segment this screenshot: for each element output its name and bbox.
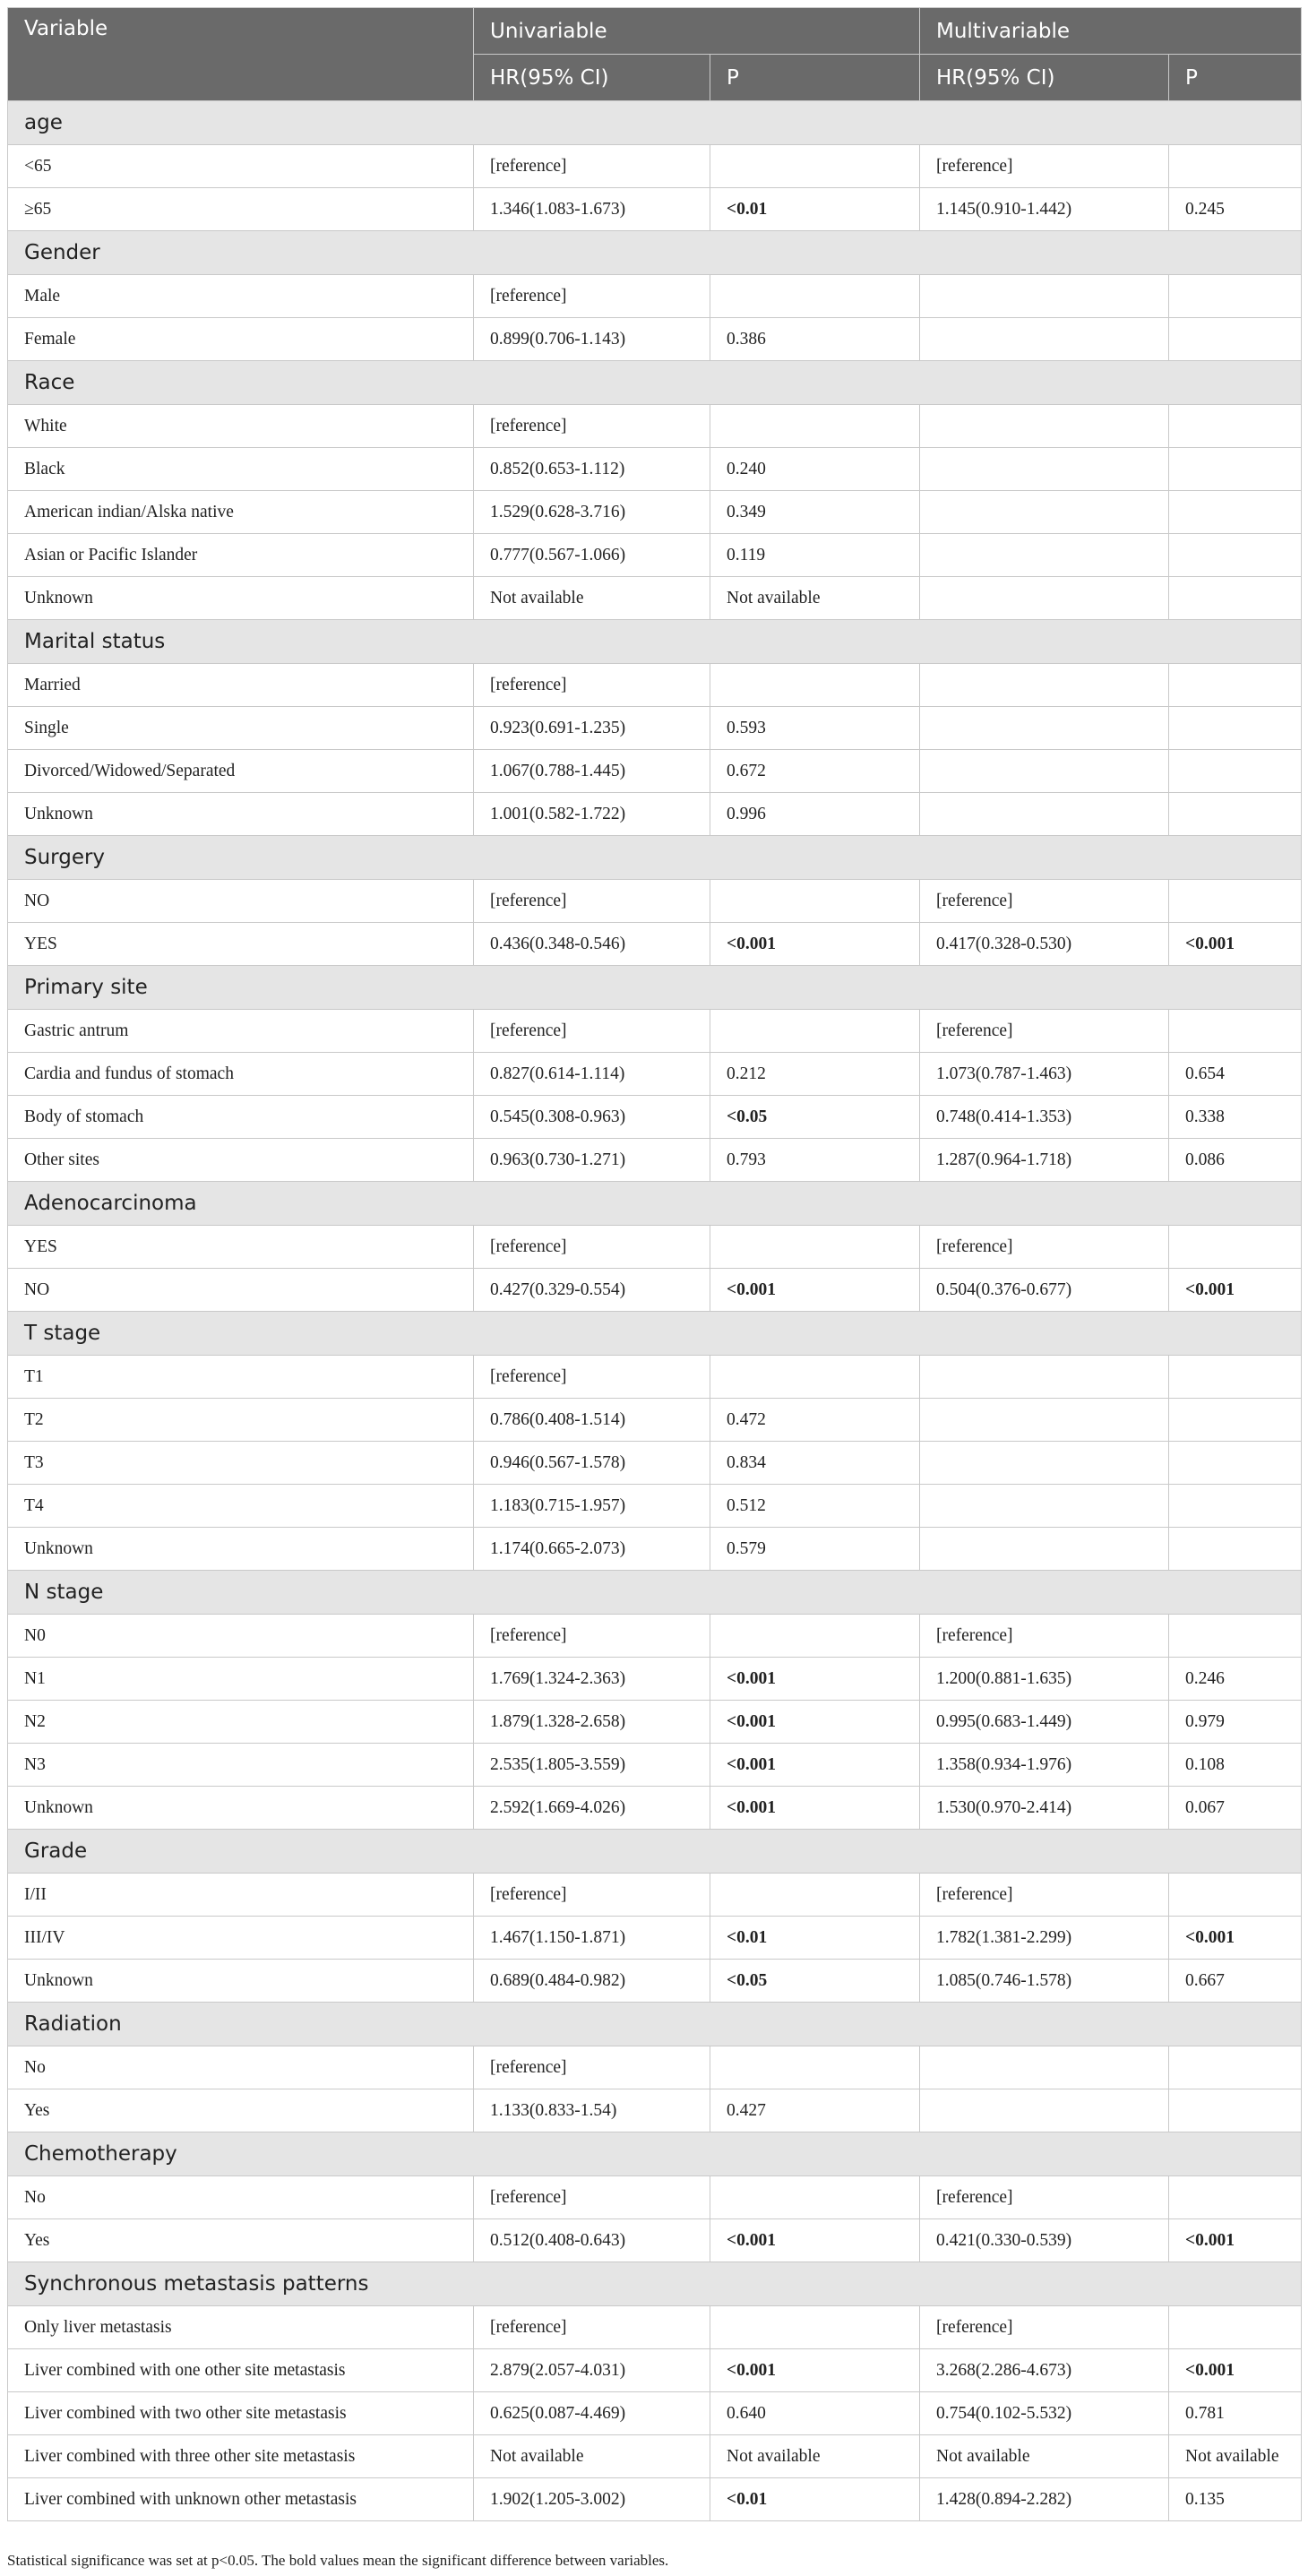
multivariable-p-cell: [1169, 750, 1302, 793]
multivariable-hr-cell: 0.417(0.328-0.530): [920, 923, 1169, 966]
cox-regression-table: [7, 7, 1302, 2521]
row-label: Unknown: [8, 1528, 474, 1571]
univariable-p-cell: <0.001: [710, 1787, 920, 1830]
table-row: [8, 318, 1302, 361]
table-row: [8, 750, 1302, 793]
multivariable-hr-cell: 3.268(2.286-4.673): [920, 2349, 1169, 2392]
row-label: N2: [8, 1701, 474, 1744]
univariable-hr-cell: 0.427(0.329-0.554): [474, 1269, 710, 1312]
table-row: [8, 2306, 1302, 2349]
univariable-p-cell: <0.01: [710, 188, 920, 231]
univariable-hr-cell: [reference]: [474, 1010, 710, 1053]
multivariable-hr-cell: [920, 1399, 1169, 1442]
row-label: Female: [8, 318, 474, 361]
section-row: [8, 620, 1302, 664]
univariable-hr-cell: 1.467(1.150-1.871): [474, 1917, 710, 1960]
multivariable-hr-cell: [920, 448, 1169, 491]
multivariable-hr-cell: [920, 750, 1169, 793]
multivariable-p-cell: [1169, 1528, 1302, 1571]
multivariable-hr-cell: [920, 793, 1169, 836]
multivariable-hr-cell: [920, 707, 1169, 750]
section-row: [8, 361, 1302, 405]
row-label: Liver combined with two other site metastasis: [8, 2392, 474, 2435]
row-label: Gastric antrum: [8, 1010, 474, 1053]
univariable-p-cell: [710, 405, 920, 448]
table-row: [8, 1658, 1302, 1701]
multivariable-hr-cell: 1.145(0.910-1.442): [920, 188, 1169, 231]
row-label: American indian/Alska native: [8, 491, 474, 534]
header-multi-hr: HR(95% CI): [920, 55, 1169, 101]
row-label: T4: [8, 1485, 474, 1528]
univariable-hr-cell: 1.067(0.788-1.445): [474, 750, 710, 793]
section-title: Primary site: [8, 966, 1302, 1010]
multivariable-p-cell: [1169, 1356, 1302, 1399]
multivariable-p-cell: [1169, 1442, 1302, 1485]
univariable-hr-cell: 2.592(1.669-4.026): [474, 1787, 710, 1830]
multivariable-hr-cell: 1.782(1.381-2.299): [920, 1917, 1169, 1960]
univariable-hr-cell: 0.827(0.614-1.114): [474, 1053, 710, 1096]
multivariable-p-cell: [1169, 2306, 1302, 2349]
univariable-hr-cell: 0.777(0.567-1.066): [474, 534, 710, 577]
multivariable-p-cell: [1169, 145, 1302, 188]
table-row: [8, 534, 1302, 577]
univariable-hr-cell: [reference]: [474, 145, 710, 188]
univariable-p-cell: 0.640: [710, 2392, 920, 2435]
multivariable-hr-cell: 1.073(0.787-1.463): [920, 1053, 1169, 1096]
row-label: Male: [8, 275, 474, 318]
row-label: NO: [8, 1269, 474, 1312]
row-label: NO: [8, 880, 474, 923]
univariable-hr-cell: 0.512(0.408-0.643): [474, 2219, 710, 2262]
section-row: [8, 836, 1302, 880]
header-uni-p: P: [710, 55, 920, 101]
univariable-hr-cell: [reference]: [474, 2046, 710, 2089]
row-label: N1: [8, 1658, 474, 1701]
multivariable-p-cell: [1169, 1874, 1302, 1917]
multivariable-p-cell: [1169, 1485, 1302, 1528]
header-variable: Variable: [8, 8, 474, 101]
univariable-p-cell: <0.05: [710, 1960, 920, 2003]
multivariable-p-cell: [1169, 491, 1302, 534]
section-title: Synchronous metastasis patterns: [8, 2262, 1302, 2306]
univariable-hr-cell: 1.879(1.328-2.658): [474, 1701, 710, 1744]
table-row: [8, 664, 1302, 707]
section-title: Chemotherapy: [8, 2132, 1302, 2176]
multivariable-p-cell: [1169, 275, 1302, 318]
multivariable-hr-cell: [reference]: [920, 880, 1169, 923]
row-label: No: [8, 2176, 474, 2219]
row-label: Asian or Pacific Islander: [8, 534, 474, 577]
univariable-hr-cell: [reference]: [474, 2306, 710, 2349]
multivariable-p-cell: 0.781: [1169, 2392, 1302, 2435]
multivariable-hr-cell: [920, 1356, 1169, 1399]
univariable-hr-cell: 1.529(0.628-3.716): [474, 491, 710, 534]
section-title: age: [8, 101, 1302, 145]
univariable-hr-cell: [reference]: [474, 1874, 710, 1917]
section-title: T stage: [8, 1312, 1302, 1356]
row-label: Unknown: [8, 1787, 474, 1830]
header-row-1: [8, 8, 1302, 55]
univariable-p-cell: <0.001: [710, 923, 920, 966]
row-label: Other sites: [8, 1139, 474, 1182]
univariable-p-cell: 0.386: [710, 318, 920, 361]
row-label: Liver combined with three other site metastasis: [8, 2435, 474, 2478]
univariable-p-cell: 0.834: [710, 1442, 920, 1485]
univariable-hr-cell: 2.535(1.805-3.559): [474, 1744, 710, 1787]
multivariable-p-cell: [1169, 1615, 1302, 1658]
multivariable-p-cell: <0.001: [1169, 1269, 1302, 1312]
univariable-p-cell: [710, 1615, 920, 1658]
univariable-hr-cell: 0.436(0.348-0.546): [474, 923, 710, 966]
row-label: Unknown: [8, 793, 474, 836]
row-label: Yes: [8, 2219, 474, 2262]
table-row: [8, 1139, 1302, 1182]
multivariable-hr-cell: 0.504(0.376-0.677): [920, 1269, 1169, 1312]
univariable-p-cell: [710, 275, 920, 318]
table-row: [8, 2176, 1302, 2219]
univariable-p-cell: [710, 880, 920, 923]
multivariable-hr-cell: [920, 491, 1169, 534]
univariable-hr-cell: [reference]: [474, 1615, 710, 1658]
univariable-p-cell: 0.793: [710, 1139, 920, 1182]
multivariable-p-cell: [1169, 318, 1302, 361]
multivariable-p-cell: [1169, 1010, 1302, 1053]
multivariable-hr-cell: 0.754(0.102-5.532): [920, 2392, 1169, 2435]
table-row: [8, 1399, 1302, 1442]
table-row: [8, 793, 1302, 836]
table-row: [8, 2478, 1302, 2521]
multivariable-p-cell: 0.067: [1169, 1787, 1302, 1830]
table-row: [8, 707, 1302, 750]
row-label: N0: [8, 1615, 474, 1658]
multivariable-hr-cell: 1.200(0.881-1.635): [920, 1658, 1169, 1701]
table-body: [8, 101, 1302, 2521]
row-label: Body of stomach: [8, 1096, 474, 1139]
section-title: Grade: [8, 1830, 1302, 1874]
multivariable-hr-cell: [reference]: [920, 145, 1169, 188]
univariable-hr-cell: 0.852(0.653-1.112): [474, 448, 710, 491]
multivariable-hr-cell: [reference]: [920, 1615, 1169, 1658]
univariable-hr-cell: 0.786(0.408-1.514): [474, 1399, 710, 1442]
section-row: [8, 231, 1302, 275]
univariable-hr-cell: [reference]: [474, 1226, 710, 1269]
univariable-p-cell: <0.001: [710, 1269, 920, 1312]
row-label: ≥65: [8, 188, 474, 231]
univariable-p-cell: [710, 1226, 920, 1269]
section-row: [8, 966, 1302, 1010]
table-row: [8, 1615, 1302, 1658]
header-multi-p: P: [1169, 55, 1302, 101]
table-row: [8, 577, 1302, 620]
section-row: [8, 1830, 1302, 1874]
univariable-hr-cell: Not available: [474, 2435, 710, 2478]
table-footnote: Statistical significance was set at p<0.05. The bold values mean the significant difference between variables.: [7, 2552, 669, 2569]
multivariable-p-cell: 0.667: [1169, 1960, 1302, 2003]
table-row: [8, 923, 1302, 966]
multivariable-hr-cell: [920, 2089, 1169, 2132]
univariable-hr-cell: 0.963(0.730-1.271): [474, 1139, 710, 1182]
multivariable-hr-cell: 1.428(0.894-2.282): [920, 2478, 1169, 2521]
row-label: Yes: [8, 2089, 474, 2132]
table-row: [8, 1528, 1302, 1571]
univariable-hr-cell: [reference]: [474, 664, 710, 707]
table-row: [8, 188, 1302, 231]
univariable-hr-cell: 1.346(1.083-1.673): [474, 188, 710, 231]
table-row: [8, 1787, 1302, 1830]
univariable-p-cell: [710, 1874, 920, 1917]
univariable-hr-cell: [reference]: [474, 275, 710, 318]
multivariable-hr-cell: [920, 577, 1169, 620]
univariable-hr-cell: 0.946(0.567-1.578): [474, 1442, 710, 1485]
multivariable-hr-cell: [reference]: [920, 2306, 1169, 2349]
univariable-p-cell: <0.001: [710, 1744, 920, 1787]
table-row: [8, 275, 1302, 318]
row-label: Liver combined with one other site metastasis: [8, 2349, 474, 2392]
multivariable-hr-cell: [920, 664, 1169, 707]
univariable-p-cell: <0.01: [710, 2478, 920, 2521]
row-label: T2: [8, 1399, 474, 1442]
section-title: Gender: [8, 231, 1302, 275]
multivariable-p-cell: [1169, 577, 1302, 620]
univariable-p-cell: <0.01: [710, 1917, 920, 1960]
row-label: Married: [8, 664, 474, 707]
univariable-p-cell: [710, 145, 920, 188]
table-row: [8, 1010, 1302, 1053]
row-label: T1: [8, 1356, 474, 1399]
univariable-hr-cell: 2.879(2.057-4.031): [474, 2349, 710, 2392]
multivariable-hr-cell: 0.421(0.330-0.539): [920, 2219, 1169, 2262]
section-title: Radiation: [8, 2003, 1302, 2046]
univariable-p-cell: 0.212: [710, 1053, 920, 1096]
univariable-hr-cell: Not available: [474, 577, 710, 620]
multivariable-hr-cell: 1.287(0.964-1.718): [920, 1139, 1169, 1182]
univariable-hr-cell: 1.174(0.665-2.073): [474, 1528, 710, 1571]
row-label: Only liver metastasis: [8, 2306, 474, 2349]
univariable-hr-cell: 1.001(0.582-1.722): [474, 793, 710, 836]
univariable-hr-cell: 1.902(1.205-3.002): [474, 2478, 710, 2521]
multivariable-hr-cell: [reference]: [920, 2176, 1169, 2219]
univariable-hr-cell: 0.923(0.691-1.235): [474, 707, 710, 750]
multivariable-p-cell: 0.654: [1169, 1053, 1302, 1096]
section-row: [8, 1182, 1302, 1226]
univariable-p-cell: <0.001: [710, 1658, 920, 1701]
table-row: [8, 1960, 1302, 2003]
multivariable-p-cell: 0.086: [1169, 1139, 1302, 1182]
univariable-hr-cell: [reference]: [474, 880, 710, 923]
table-row: [8, 491, 1302, 534]
multivariable-p-cell: <0.001: [1169, 2219, 1302, 2262]
table-header: [8, 8, 1302, 101]
univariable-p-cell: 0.996: [710, 793, 920, 836]
row-label: Cardia and fundus of stomach: [8, 1053, 474, 1096]
multivariable-hr-cell: [reference]: [920, 1226, 1169, 1269]
table-row: [8, 405, 1302, 448]
table-row: [8, 1269, 1302, 1312]
table-row: [8, 1053, 1302, 1096]
section-row: [8, 2262, 1302, 2306]
univariable-p-cell: 0.672: [710, 750, 920, 793]
multivariable-hr-cell: [reference]: [920, 1874, 1169, 1917]
multivariable-hr-cell: [920, 2046, 1169, 2089]
table-row: [8, 1226, 1302, 1269]
multivariable-p-cell: 0.338: [1169, 1096, 1302, 1139]
section-row: [8, 2132, 1302, 2176]
multivariable-hr-cell: 1.358(0.934-1.976): [920, 1744, 1169, 1787]
multivariable-p-cell: 0.979: [1169, 1701, 1302, 1744]
univariable-p-cell: <0.001: [710, 2219, 920, 2262]
row-label: T3: [8, 1442, 474, 1485]
multivariable-p-cell: [1169, 534, 1302, 577]
univariable-p-cell: 0.472: [710, 1399, 920, 1442]
table-row: [8, 1744, 1302, 1787]
section-row: [8, 1312, 1302, 1356]
row-label: Liver combined with unknown other metastasis: [8, 2478, 474, 2521]
multivariable-hr-cell: [920, 534, 1169, 577]
section-row: [8, 101, 1302, 145]
multivariable-hr-cell: [920, 1485, 1169, 1528]
univariable-hr-cell: [reference]: [474, 1356, 710, 1399]
multivariable-hr-cell: [920, 1442, 1169, 1485]
table-row: [8, 2349, 1302, 2392]
univariable-p-cell: [710, 2046, 920, 2089]
section-row: [8, 2003, 1302, 2046]
multivariable-p-cell: 0.246: [1169, 1658, 1302, 1701]
header-uni-hr: HR(95% CI): [474, 55, 710, 101]
row-label: Unknown: [8, 1960, 474, 2003]
univariable-hr-cell: [reference]: [474, 2176, 710, 2219]
table-row: [8, 2089, 1302, 2132]
univariable-p-cell: [710, 2306, 920, 2349]
multivariable-p-cell: <0.001: [1169, 923, 1302, 966]
univariable-p-cell: 0.349: [710, 491, 920, 534]
row-label: YES: [8, 1226, 474, 1269]
multivariable-p-cell: [1169, 880, 1302, 923]
multivariable-hr-cell: 0.995(0.683-1.449): [920, 1701, 1169, 1744]
multivariable-hr-cell: [920, 275, 1169, 318]
univariable-hr-cell: 0.899(0.706-1.143): [474, 318, 710, 361]
table-row: [8, 1096, 1302, 1139]
section-row: [8, 1571, 1302, 1615]
multivariable-p-cell: [1169, 793, 1302, 836]
univariable-p-cell: [710, 1356, 920, 1399]
multivariable-hr-cell: [920, 1528, 1169, 1571]
multivariable-p-cell: [1169, 2176, 1302, 2219]
table-row: [8, 1874, 1302, 1917]
univariable-p-cell: 0.119: [710, 534, 920, 577]
multivariable-p-cell: [1169, 664, 1302, 707]
multivariable-p-cell: [1169, 1226, 1302, 1269]
univariable-hr-cell: [reference]: [474, 405, 710, 448]
univariable-p-cell: Not available: [710, 2435, 920, 2478]
multivariable-hr-cell: [920, 405, 1169, 448]
multivariable-hr-cell: [920, 318, 1169, 361]
row-label: White: [8, 405, 474, 448]
univariable-p-cell: [710, 1010, 920, 1053]
univariable-hr-cell: 0.545(0.308-0.963): [474, 1096, 710, 1139]
header-multivariable: Multivariable: [920, 8, 1302, 55]
multivariable-p-cell: [1169, 2089, 1302, 2132]
univariable-p-cell: [710, 664, 920, 707]
row-label: Black: [8, 448, 474, 491]
multivariable-p-cell: [1169, 2046, 1302, 2089]
table-row: [8, 1701, 1302, 1744]
multivariable-p-cell: 0.245: [1169, 188, 1302, 231]
univariable-p-cell: 0.427: [710, 2089, 920, 2132]
section-title: N stage: [8, 1571, 1302, 1615]
row-label: I/II: [8, 1874, 474, 1917]
univariable-p-cell: Not available: [710, 577, 920, 620]
multivariable-hr-cell: Not available: [920, 2435, 1169, 2478]
table-row: [8, 2435, 1302, 2478]
multivariable-p-cell: <0.001: [1169, 2349, 1302, 2392]
multivariable-p-cell: 0.108: [1169, 1744, 1302, 1787]
section-title: Race: [8, 361, 1302, 405]
univariable-p-cell: 0.240: [710, 448, 920, 491]
univariable-p-cell: 0.593: [710, 707, 920, 750]
multivariable-p-cell: Not available: [1169, 2435, 1302, 2478]
row-label: Single: [8, 707, 474, 750]
univariable-hr-cell: 0.625(0.087-4.469): [474, 2392, 710, 2435]
multivariable-p-cell: [1169, 1399, 1302, 1442]
row-label: No: [8, 2046, 474, 2089]
univariable-hr-cell: 1.769(1.324-2.363): [474, 1658, 710, 1701]
multivariable-hr-cell: 1.085(0.746-1.578): [920, 1960, 1169, 2003]
table-row: [8, 1356, 1302, 1399]
univariable-p-cell: <0.001: [710, 1701, 920, 1744]
row-label: Unknown: [8, 577, 474, 620]
univariable-hr-cell: 0.689(0.484-0.982): [474, 1960, 710, 2003]
header-univariable: Univariable: [474, 8, 920, 55]
univariable-p-cell: <0.001: [710, 2349, 920, 2392]
table-row: [8, 1485, 1302, 1528]
table-row: [8, 1917, 1302, 1960]
univariable-p-cell: 0.512: [710, 1485, 920, 1528]
univariable-p-cell: 0.579: [710, 1528, 920, 1571]
table-row: [8, 2046, 1302, 2089]
multivariable-p-cell: [1169, 448, 1302, 491]
multivariable-hr-cell: 0.748(0.414-1.353): [920, 1096, 1169, 1139]
table-row: [8, 2219, 1302, 2262]
multivariable-p-cell: [1169, 405, 1302, 448]
section-title: Adenocarcinoma: [8, 1182, 1302, 1226]
table-row: [8, 145, 1302, 188]
univariable-p-cell: <0.05: [710, 1096, 920, 1139]
table-row: [8, 1442, 1302, 1485]
multivariable-hr-cell: 1.530(0.970-2.414): [920, 1787, 1169, 1830]
multivariable-p-cell: [1169, 707, 1302, 750]
row-label: Divorced/Widowed/Separated: [8, 750, 474, 793]
multivariable-p-cell: <0.001: [1169, 1917, 1302, 1960]
row-label: YES: [8, 923, 474, 966]
section-title: Surgery: [8, 836, 1302, 880]
table-row: [8, 448, 1302, 491]
univariable-p-cell: [710, 2176, 920, 2219]
multivariable-p-cell: 0.135: [1169, 2478, 1302, 2521]
univariable-hr-cell: 1.133(0.833-1.54): [474, 2089, 710, 2132]
multivariable-hr-cell: [reference]: [920, 1010, 1169, 1053]
table-row: [8, 880, 1302, 923]
table-row: [8, 2392, 1302, 2435]
row-label: N3: [8, 1744, 474, 1787]
row-label: III/IV: [8, 1917, 474, 1960]
section-title: Marital status: [8, 620, 1302, 664]
univariable-hr-cell: 1.183(0.715-1.957): [474, 1485, 710, 1528]
row-label: <65: [8, 145, 474, 188]
